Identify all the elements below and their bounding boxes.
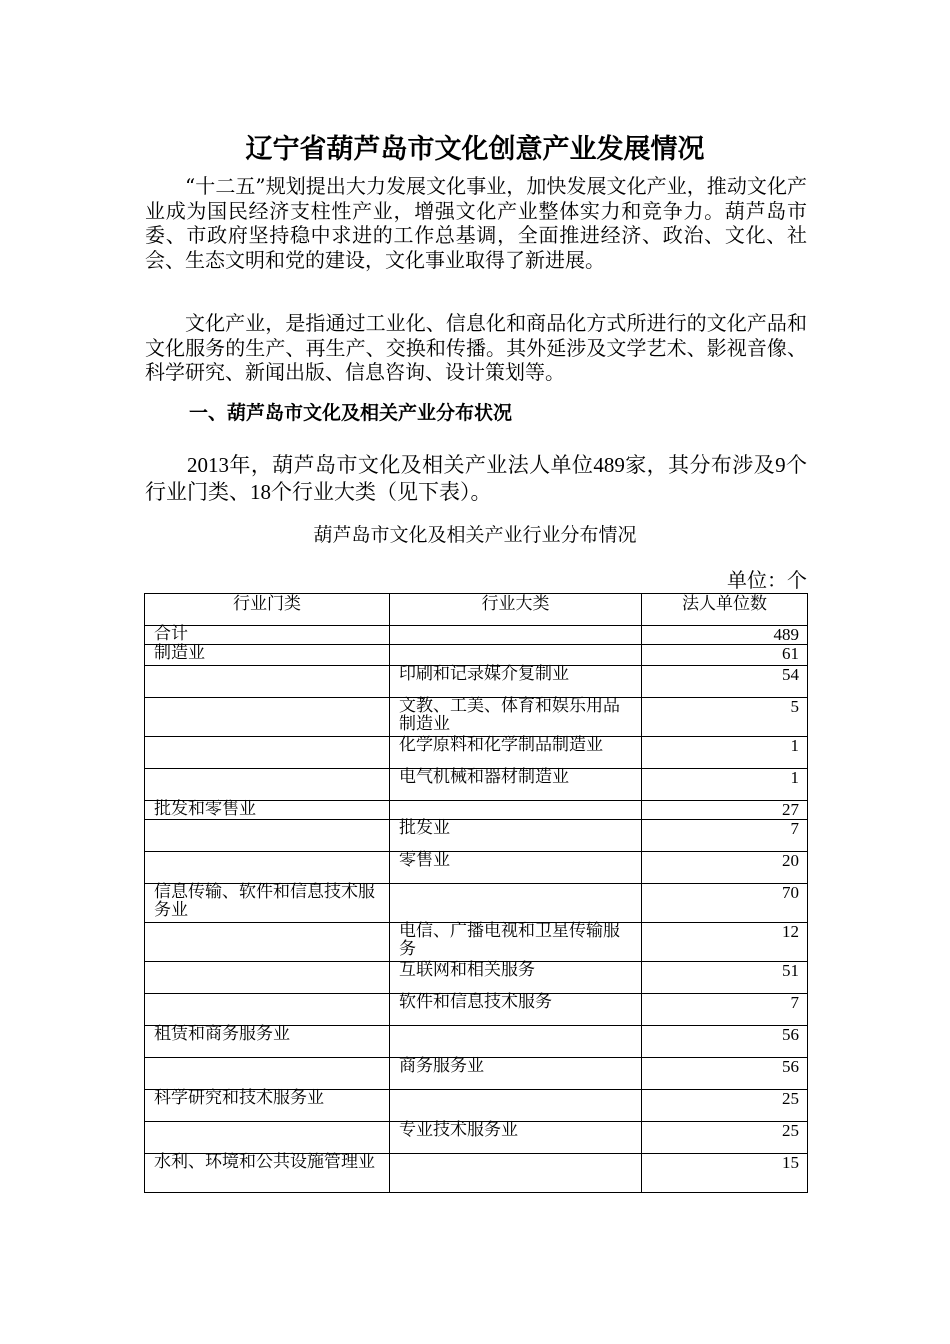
cell-count: 54 <box>642 666 808 698</box>
table-row <box>145 852 808 884</box>
cell-subcategory: 专业技术服务业 <box>390 1122 642 1154</box>
header-category: 行业门类 <box>145 594 390 626</box>
cell-subcategory <box>390 626 642 645</box>
table-row <box>145 698 808 737</box>
stats-paragraph: 2013年，葫芦岛市文化及相关产业法人单位489家，其分布涉及9个行业门类、18个行业大类（见下表）。 <box>145 453 807 504</box>
cell-count: 70 <box>642 884 808 923</box>
cell-category <box>145 1122 390 1154</box>
cell-category: 合计 <box>145 626 390 645</box>
document-title: 辽宁省葫芦岛市文化创意产业发展情况 <box>245 134 705 165</box>
industry-distribution-table <box>144 593 808 1193</box>
cell-subcategory <box>390 1090 642 1122</box>
cell-category <box>145 666 390 698</box>
cell-count: 1 <box>642 737 808 769</box>
table-row <box>145 645 808 666</box>
table-row <box>145 962 808 994</box>
cell-category <box>145 769 390 801</box>
cell-category <box>145 962 390 994</box>
cell-count: 51 <box>642 962 808 994</box>
table-title: 葫芦岛市文化及相关产业行业分布情况 <box>313 524 637 546</box>
cell-category: 租赁和商务服务业 <box>145 1026 390 1058</box>
cell-count: 56 <box>642 1058 808 1090</box>
table-row <box>145 994 808 1026</box>
table-row <box>145 1154 808 1193</box>
table-row <box>145 666 808 698</box>
cell-category: 信息传输、软件和信息技术服务业 <box>145 884 390 923</box>
table-row <box>145 923 808 962</box>
cell-count: 1 <box>642 769 808 801</box>
cell-category <box>145 698 390 737</box>
table-row <box>145 820 808 852</box>
cell-category: 水利、环境和公共设施管理业 <box>145 1154 390 1193</box>
table-row <box>145 1122 808 1154</box>
cell-category <box>145 820 390 852</box>
cell-subcategory <box>390 1154 642 1193</box>
table-body <box>145 626 808 1193</box>
cell-subcategory: 软件和信息技术服务 <box>390 994 642 1026</box>
cell-subcategory <box>390 1026 642 1058</box>
table-row <box>145 769 808 801</box>
cell-category <box>145 923 390 962</box>
cell-category <box>145 994 390 1026</box>
cell-category: 制造业 <box>145 645 390 666</box>
table-row <box>145 1026 808 1058</box>
cell-subcategory: 化学原料和化学制品制造业 <box>390 737 642 769</box>
definition-paragraph: 文化产业，是指通过工业化、信息化和商品化方式所进行的文化产品和文化服务的生产、再生产、交换和传播。其外延涉及文学艺术、影视音像、科学研究、新闻出版、信息咨询、设计策划等。 <box>145 311 807 384</box>
table-row <box>145 1090 808 1122</box>
cell-count: 15 <box>642 1154 808 1193</box>
table-row <box>145 1058 808 1090</box>
cell-category: 科学研究和技术服务业 <box>145 1090 390 1122</box>
header-count: 法人单位数 <box>642 594 808 626</box>
cell-subcategory: 电气机械和器材制造业 <box>390 769 642 801</box>
cell-count: 5 <box>642 698 808 737</box>
cell-subcategory: 零售业 <box>390 852 642 884</box>
cell-count: 27 <box>642 801 808 820</box>
table-row <box>145 801 808 820</box>
cell-subcategory: 文教、工美、体育和娱乐用品制造业 <box>390 698 642 737</box>
cell-subcategory <box>390 801 642 820</box>
cell-count: 20 <box>642 852 808 884</box>
cell-subcategory: 电信、广播电视和卫星传输服务 <box>390 923 642 962</box>
table-unit: 单位：个 <box>727 568 807 592</box>
cell-category <box>145 1058 390 1090</box>
cell-subcategory: 批发业 <box>390 820 642 852</box>
table-row <box>145 626 808 645</box>
cell-subcategory: 印刷和记录媒介复制业 <box>390 666 642 698</box>
table-row <box>145 884 808 923</box>
cell-subcategory <box>390 645 642 666</box>
section-heading: 一、葫芦岛市文化及相关产业分布状况 <box>189 402 513 424</box>
cell-category <box>145 737 390 769</box>
header-subcategory: 行业大类 <box>390 594 642 626</box>
table-header-row <box>145 594 808 626</box>
intro-paragraph: “十二五”规划提出大力发展文化事业，加快发展文化产业，推动文化产业成为国民经济支柱性产业，增强文化产业整体实力和竞争力。葫芦岛市委、市政府坚持稳中求进的工作总基调，全面推进经济、政治、文化、社会、生态文明和党的建设，文化事业取得了新进展。 <box>145 174 807 272</box>
cell-count: 61 <box>642 645 808 666</box>
cell-count: 25 <box>642 1122 808 1154</box>
cell-count: 56 <box>642 1026 808 1058</box>
cell-category: 批发和零售业 <box>145 801 390 820</box>
cell-count: 7 <box>642 994 808 1026</box>
cell-count: 12 <box>642 923 808 962</box>
cell-count: 489 <box>642 626 808 645</box>
cell-count: 7 <box>642 820 808 852</box>
cell-subcategory: 商务服务业 <box>390 1058 642 1090</box>
cell-subcategory <box>390 884 642 923</box>
cell-subcategory: 互联网和相关服务 <box>390 962 642 994</box>
table-row <box>145 737 808 769</box>
cell-category <box>145 852 390 884</box>
cell-count: 25 <box>642 1090 808 1122</box>
